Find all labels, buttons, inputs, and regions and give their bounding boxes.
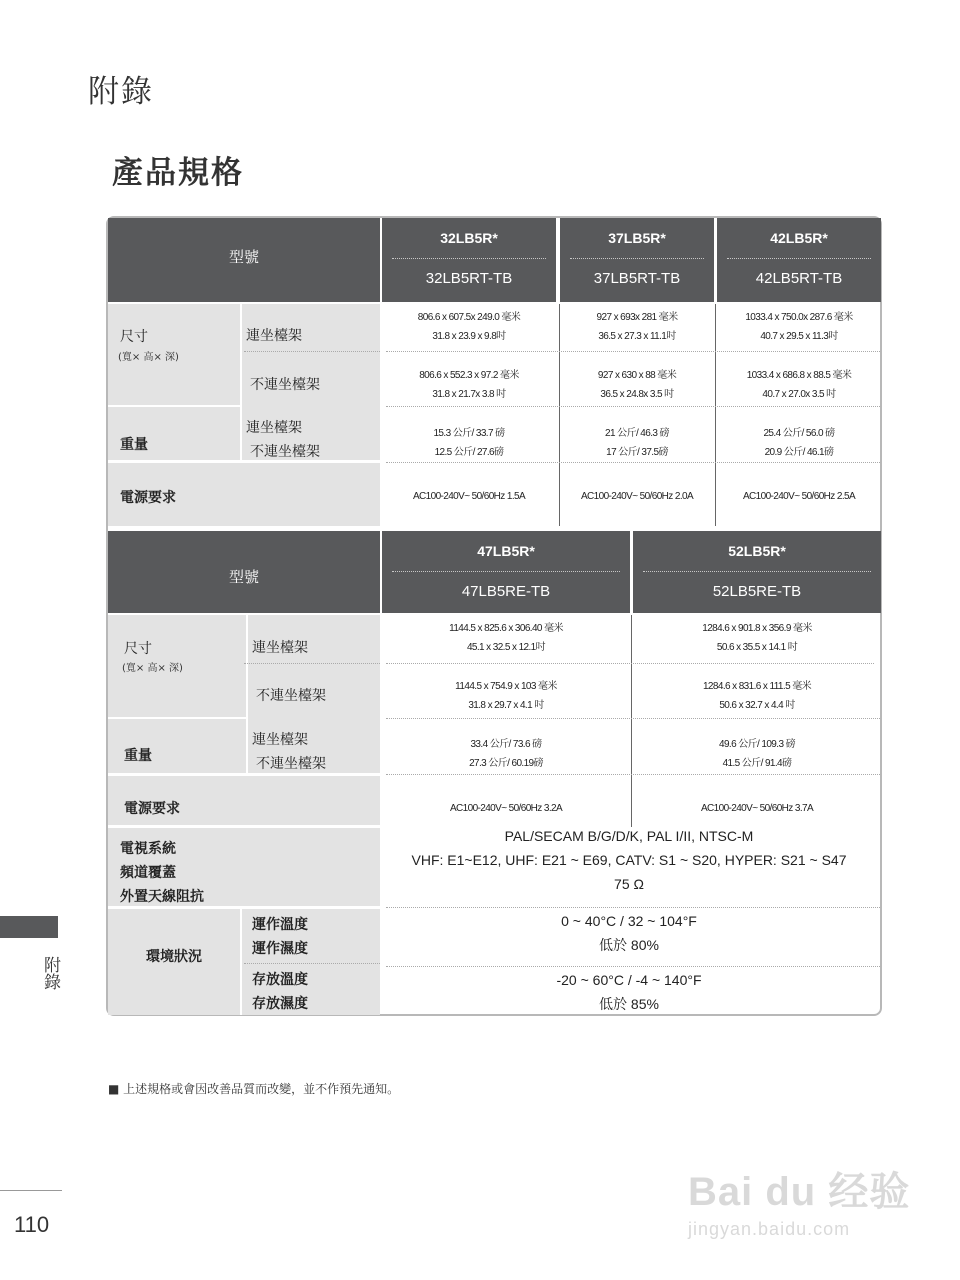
- storage-humidity-value: 低於 85%: [599, 996, 659, 1012]
- model-code: 32LB5RT-TB: [425, 270, 513, 287]
- model-code: 37LB5RT-TB: [593, 270, 681, 287]
- power-label: 電源要求: [120, 490, 176, 506]
- model-code: 52LB5RE-TB: [712, 583, 802, 600]
- antenna-impedance-value: 75 Ω: [614, 876, 644, 892]
- weight-value: 49.6 公斤/ 109.3 磅 41.5 公斤/ 91.4磅: [718, 739, 795, 769]
- model-series: 47LB5R*: [477, 543, 535, 559]
- size-with-stand-value: 1033.4 x 750.0x 287.6 毫米 40.7 x 29.5 x 11.3吋: [745, 312, 853, 342]
- channel-coverage-value: VHF: E1~E12, UHF: E21 ~ E69, CATV: S1 ~ S20, HYPER: S21 ~ S47: [411, 852, 847, 868]
- storage-humidity-label: 存放濕度: [252, 996, 308, 1012]
- without-stand-label: 不連坐檯架: [256, 688, 326, 704]
- size-without-stand-value: 1284.6 x 831.6 x 111.5 毫米 50.6 x 32.7 x 4.4 吋: [702, 681, 812, 711]
- power-value: AC100-240V~ 50/60Hz 2.5A: [742, 491, 856, 502]
- channel-coverage-label: 頻道覆蓋: [120, 865, 176, 881]
- weight-value: 21 公斤/ 46.3 磅 17 公斤/ 37.5磅: [605, 428, 669, 458]
- watermark-main: Bai du 经验: [688, 1170, 911, 1214]
- model-code: 47LB5RE-TB: [461, 583, 551, 600]
- model-series: 52LB5R*: [728, 543, 786, 559]
- tv-system-value: PAL/SECAM B/G/D/K, PAL I/II, NTSC-M: [504, 828, 754, 844]
- power-value: AC100-240V~ 50/60Hz 1.5A: [412, 491, 526, 502]
- power-value: AC100-240V~ 50/60Hz 2.0A: [580, 491, 694, 502]
- footnote: ■ 上述規格或會因改善品質而改變，並不作預先通知。: [108, 1082, 400, 1096]
- size-without-stand-value: 1144.5 x 754.9 x 103 毫米 31.8 x 29.7 x 4.1 吋: [455, 681, 557, 711]
- with-stand-label: 連坐檯架: [252, 640, 308, 656]
- size-label: 尺寸: [124, 641, 152, 657]
- model-series: 42LB5R*: [770, 230, 828, 246]
- storage-temp-label: 存放溫度: [252, 972, 308, 988]
- size-without-stand-value: 806.6 x 552.3 x 97.2 毫米 31.8 x 21.7x 3.8 吋: [419, 370, 519, 400]
- model-label: 型號: [228, 568, 259, 586]
- weight-value: 33.4 公斤/ 73.6 磅 27.3 公斤/ 60.19磅: [469, 739, 543, 769]
- side-tab-label: 附錄: [40, 956, 60, 990]
- weight-with-stand-label: 連坐檯架: [246, 420, 302, 436]
- size-without-stand-value: 1033.4 x 686.8 x 88.5 毫米 40.7 x 27.0x 3.5 吋: [746, 370, 852, 400]
- model-code: 42LB5RT-TB: [755, 270, 843, 287]
- weight-without-stand-label: 不連坐檯架: [256, 756, 326, 772]
- without-stand-label: 不連坐檯架: [250, 377, 320, 393]
- baidu-watermark: [688, 1160, 911, 1240]
- power-value: AC100-240V~ 50/60Hz 3.7A: [700, 803, 814, 814]
- operating-temp-label: 運作溫度: [252, 917, 308, 933]
- page-number: 110: [14, 1212, 50, 1237]
- size-with-stand-value: 1284.6 x 901.8 x 356.9 毫米 50.6 x 35.5 x 14.1 吋: [702, 623, 812, 653]
- weight-value: 15.3 公斤/ 33.7 磅 12.5 公斤/ 27.6磅: [433, 428, 505, 458]
- environment-label: 環境狀況: [146, 949, 202, 965]
- model-label: 型號: [228, 248, 259, 266]
- model-series: 32LB5R*: [440, 230, 498, 246]
- section-title: 產品規格: [112, 155, 244, 191]
- weight-value: 25.4 公斤/ 56.0 磅 20.9 公斤/ 46.1磅: [763, 428, 835, 458]
- size-without-stand-value: 927 x 630 x 88 毫米 36.5 x 24.8x 3.5 吋: [597, 370, 677, 400]
- weight-label: 重量: [124, 748, 152, 764]
- watermark-sub: jingyan.baidu.com: [688, 1219, 851, 1239]
- page-title: 附錄: [88, 74, 154, 110]
- side-tab-marker: [0, 916, 58, 938]
- with-stand-label: 連坐檯架: [246, 328, 302, 344]
- size-note: (寬× 高× 深): [118, 352, 179, 363]
- weight-with-stand-label: 連坐檯架: [252, 732, 308, 748]
- weight-without-stand-label: 不連坐檯架: [250, 444, 320, 460]
- size-with-stand-value: 806.6 x 607.5x 249.0 毫米 31.8 x 23.9 x 9.8吋: [417, 312, 521, 342]
- operating-humidity-value: 低於 80%: [599, 937, 659, 953]
- size-note: (寬× 高× 深): [122, 663, 183, 674]
- operating-humidity-label: 運作濕度: [252, 941, 308, 957]
- operating-temp-value: 0 ~ 40°C / 32 ~ 104°F: [561, 913, 697, 929]
- tv-system-label: 電視系統: [120, 841, 176, 857]
- power-label: 電源要求: [124, 801, 180, 817]
- model-series: 37LB5R*: [608, 230, 666, 246]
- size-with-stand-value: 927 x 693x 281 毫米 36.5 x 27.3 x 11.1吋: [596, 312, 678, 342]
- size-label: 尺寸: [120, 329, 148, 345]
- weight-label: 重量: [120, 437, 148, 453]
- page-number-rule: [0, 1190, 62, 1191]
- storage-temp-value: -20 ~ 60°C / -4 ~ 140°F: [556, 972, 702, 988]
- size-with-stand-value: 1144.5 x 825.6 x 306.40 毫米 45.1 x 32.5 x 12.1吋: [449, 623, 563, 653]
- power-value: AC100-240V~ 50/60Hz 3.2A: [449, 803, 563, 814]
- antenna-impedance-label: 外置天線阻抗: [120, 889, 204, 905]
